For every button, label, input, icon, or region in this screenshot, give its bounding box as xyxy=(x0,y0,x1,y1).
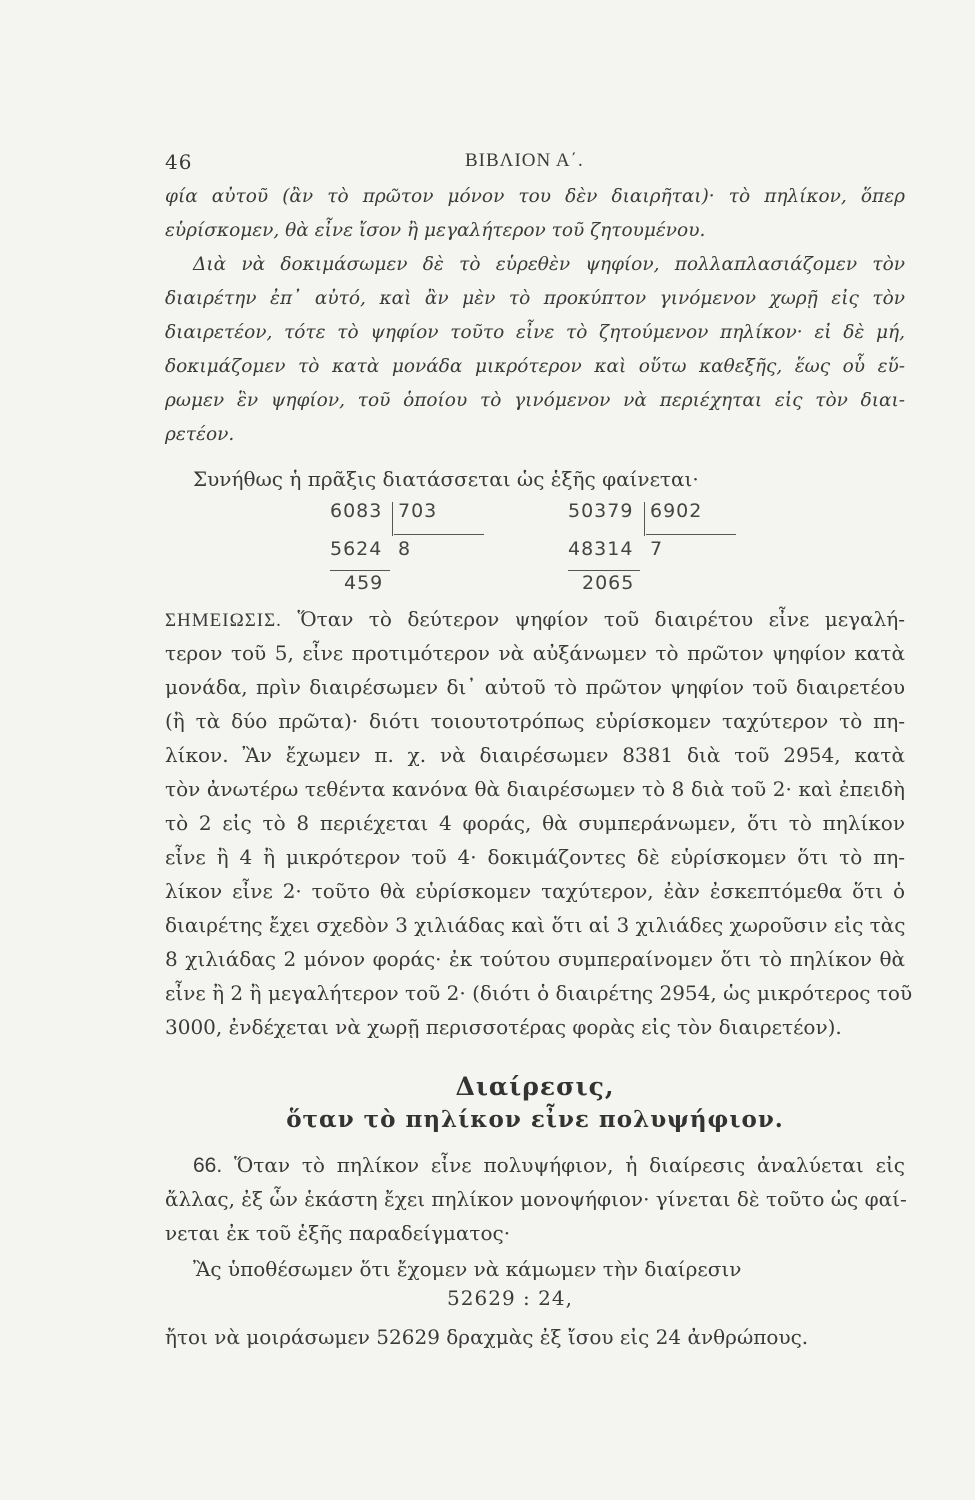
text-line: 3000, ἐνδέχεται νὰ χωρῇ περισσοτέρας φορὰς εἰς τὸν διαιρετέον). xyxy=(165,1015,842,1039)
text-line: εἶνε ἢ 4 ἢ μικρότερον τοῦ 4· δοκιμάζοντες δὲ εὑρίσκομεν ὅτι τὸ πη- xyxy=(165,845,905,869)
text-line: νεται ἐκ τοῦ ἑξῆς παραδείγματος· xyxy=(165,1221,511,1245)
product: 5624 xyxy=(330,538,383,560)
page-number: 46 xyxy=(165,150,193,174)
text-line: διαιρέτην ἐπ᾿ αὐτό, καὶ ἂν μὲν τὸ προκύπτον γινόμενον χωρῇ εἰς τὸν xyxy=(165,288,905,309)
text-line: τὸν ἀνωτέρω τεθέντα κανόνα θὰ διαιρέσωμεν τὸ 8 διὰ τοῦ 2· καὶ ἐπειδὴ xyxy=(165,777,905,801)
note-label: ΣΗΜΕΙΩΣΙΣ. xyxy=(165,610,282,631)
text-line: Διὰ νὰ δοκιμάσωμεν δὲ τὸ εὑρεθὲν ψηφίον, πολλαπλασιάζομεν τὸν xyxy=(193,254,905,275)
text-line: Ἂς ὑποθέσωμεν ὅτι ἔχομεν νὰ κάμωμεν τὴν διαίρεσιν xyxy=(193,1257,742,1281)
text-line: (ἢ τὰ δύο πρῶτα)· διότι τοιουτοτρόπως εὑρίσκομεν ταχύτερον τὸ πη- xyxy=(165,709,905,733)
divisor-rule xyxy=(646,534,736,535)
section-subtitle: ὅταν τὸ πηλίκον εἶνε πολυψήφιον. xyxy=(286,1106,784,1133)
dividend: 50379 xyxy=(568,500,634,522)
text-line: τὸ 2 εἰς τὸ 8 περιέχεται 4 φοράς, θὰ συμπεράνωμεν, ὅτι τὸ πηλίκον xyxy=(165,811,905,835)
division-bar xyxy=(644,502,645,536)
note-first-line: Ὅταν τὸ δεύτερον ψηφίον τοῦ διαιρέτου εἶνε μεγαλή- xyxy=(297,607,905,631)
text-line xyxy=(165,1148,905,1182)
dividend: 6083 xyxy=(330,500,383,522)
text-line xyxy=(165,602,905,636)
division-expression: 52629 : 24, xyxy=(447,1286,573,1310)
text-line: ρετέον. xyxy=(165,424,235,445)
text-line: Συνήθως ἡ πρᾶξις διατάσσεται ὡς ἑξῆς φαίνεται· xyxy=(193,467,699,491)
remainder: 2065 xyxy=(582,572,635,594)
subtraction-rule xyxy=(568,570,640,571)
text-line: μονάδα, πρὶν διαιρέσωμεν δι᾿ αὐτοῦ τὸ πρῶτον ψηφίον τοῦ διαιρετέου xyxy=(165,675,905,699)
text-line: τερον τοῦ 5, εἶνε προτιμότερον νὰ αὐξάνωμεν τὸ πρῶτον ψηφίον κατὰ xyxy=(165,641,905,665)
page-header xyxy=(165,150,905,180)
text-line: φία αὐτοῦ (ἂν τὸ πρῶτον μόνον του δὲν διαιρῆται)· τὸ πηλίκον, ὅπερ xyxy=(165,186,905,207)
division-bar xyxy=(392,502,393,536)
text-line: διαιρετέον, τότε τὸ ψηφίον τοῦτο εἶνε τὸ ζητούμενον πηλίκον· εἰ δὲ μή, xyxy=(165,322,905,343)
text-line: λίκον. Ἂν ἔχωμεν π. χ. νὰ διαιρέσωμεν 8381 διὰ τοῦ 2954, κατὰ xyxy=(165,743,905,767)
division-example-2 xyxy=(568,500,768,610)
remainder: 459 xyxy=(344,572,384,594)
section-title: Διαίρεσις, xyxy=(455,1072,615,1101)
running-head: ΒΙΒΛΙΟΝ Α΄. xyxy=(465,150,584,171)
text-line: ρωμεν ἓν ψηφίον, τοῦ ὁποίου τὸ γινόμενον νὰ περιέχηται εἰς τὸν διαι- xyxy=(165,390,905,411)
text-line: εὑρίσκομεν, θὰ εἶνε ἴσον ἢ μεγαλήτερον τοῦ ζητουμένου. xyxy=(165,220,706,241)
text-line: δοκιμάζομεν τὸ κατὰ μονάδα μικρότερον καὶ οὕτω καθεξῆς, ἕως οὗ εὕ- xyxy=(165,356,905,377)
text-line: εἶνε ἢ 2 ἢ μεγαλήτερον τοῦ 2· (διότι ὁ διαιρέτης 2954, ὡς μικρότερος τοῦ xyxy=(165,981,913,1005)
divisor: 6902 xyxy=(650,500,703,522)
subtraction-rule xyxy=(330,570,390,571)
paragraph-first-line: Ὅταν τὸ πηλίκον εἶνε πολυψήφιον, ἡ διαίρεσις ἀναλύεται εἰς xyxy=(234,1153,905,1177)
quotient: 7 xyxy=(650,538,664,560)
text-line: λίκον εἶνε 2· τοῦτο θὰ εὑρίσκομεν ταχύτερον, ἐὰν ἐσκεπτόμεθα ὅτι ὁ xyxy=(165,879,905,903)
text-line: ἤτοι νὰ μοιράσωμεν 52629 δραχμὰς ἐξ ἴσου εἰς 24 ἀνθρώπους. xyxy=(165,1325,809,1349)
text-line: διαιρέτης ἔχει σχεδὸν 3 χιλιάδας καὶ ὅτι αἱ 3 χιλιάδες χωροῦσιν εἰς τὰς xyxy=(165,913,906,937)
division-example-1 xyxy=(330,500,500,610)
text-line: ἄλλας, ἐξ ὧν ἑκάστη ἔχει πηλίκον μονοψήφιον· γίνεται δὲ τοῦτο ὡς φαί- xyxy=(165,1187,907,1211)
text-line: 8 χιλιάδας 2 μόνον φοράς· ἐκ τούτου συμπεραίνομεν ὅτι τὸ πηλίκον θὰ xyxy=(165,947,905,971)
quotient: 8 xyxy=(398,538,412,560)
product: 48314 xyxy=(568,538,634,560)
divisor: 703 xyxy=(398,500,438,522)
paragraph-number: 66. xyxy=(193,1154,223,1177)
divisor-rule xyxy=(394,534,484,535)
